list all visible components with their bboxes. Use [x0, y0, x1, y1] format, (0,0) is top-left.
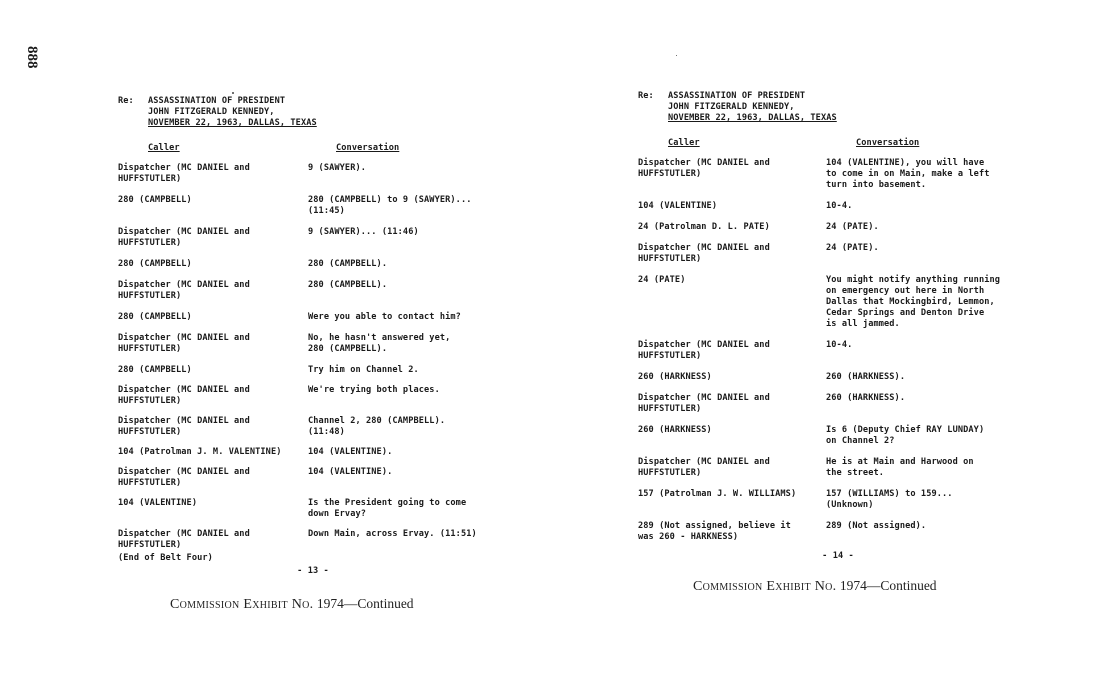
table-row	[638, 393, 1038, 415]
re-block	[638, 91, 1038, 124]
column-headers	[118, 143, 508, 154]
transcript-rows	[118, 163, 508, 551]
caller-cell: 24 (Patrolman D. L. PATE)	[638, 222, 770, 232]
conversation-cell: He is at Main and Harwood on the street.	[826, 457, 974, 478]
conversation-cell: 104 (VALENTINE).	[308, 467, 393, 477]
conversation-cell: 24 (PATE).	[826, 222, 879, 232]
table-row	[638, 222, 1038, 233]
caller-cell: Dispatcher (MC DANIEL and HUFFSTUTLER)	[638, 457, 770, 478]
table-row	[118, 163, 508, 185]
caller-cell: 104 (Patrolman J. M. VALENTINE)	[118, 447, 282, 457]
conversation-cell: 280 (CAMPBELL).	[308, 280, 388, 290]
table-row	[638, 457, 1038, 479]
caller-cell: Dispatcher (MC DANIEL and HUFFSTUTLER)	[118, 467, 250, 488]
table-row	[638, 521, 1038, 543]
caption-title: Commission Exhibit No.	[170, 597, 314, 612]
caller-cell: 157 (Patrolman J. W. WILLIAMS)	[638, 489, 797, 499]
caller-cell: 280 (CAMPBELL)	[118, 259, 192, 269]
re-label: Re:	[118, 96, 134, 106]
conversation-cell: 9 (SAWYER)... (11:46)	[308, 227, 419, 237]
caller-cell: Dispatcher (MC DANIEL and HUFFSTUTLER)	[638, 158, 770, 179]
side-page-number: 888	[24, 46, 40, 69]
conversation-cell: Channel 2, 280 (CAMPBELL). (11:48)	[308, 416, 446, 437]
conversation-cell: No, he hasn't answered yet, 280 (CAMPBELL).	[308, 333, 451, 354]
table-row	[638, 158, 1038, 191]
re-line-2: JOHN FITZGERALD KENNEDY,	[668, 102, 795, 112]
conversation-header: Conversation	[336, 143, 400, 153]
column-headers	[638, 138, 1038, 149]
conversation-header: Conversation	[856, 138, 920, 148]
caller-cell: Dispatcher (MC DANIEL and HUFFSTUTLER)	[118, 163, 250, 184]
re-line-2: JOHN FITZGERALD KENNEDY,	[148, 107, 275, 117]
page-footer: - 13 -	[297, 566, 329, 576]
caption-title: Commission Exhibit No.	[693, 579, 837, 594]
caller-cell: 104 (VALENTINE)	[638, 201, 718, 211]
conversation-cell: 260 (HARKNESS).	[826, 372, 906, 382]
end-note: (End of Belt Four)	[118, 553, 213, 563]
conversation-cell: 24 (PATE).	[826, 243, 879, 253]
re-block	[118, 96, 508, 129]
caller-cell: 104 (VALENTINE)	[118, 498, 198, 508]
caller-header: Caller	[668, 138, 700, 148]
re-line-1: ASSASSINATION OF PRESIDENT	[668, 91, 806, 101]
table-row	[638, 425, 1038, 447]
table-row	[118, 333, 508, 355]
table-row	[118, 416, 508, 438]
table-row	[118, 365, 508, 376]
caller-cell: Dispatcher (MC DANIEL and HUFFSTUTLER)	[638, 243, 770, 264]
conversation-cell: 289 (Not assigned).	[826, 521, 927, 531]
conversation-cell: 280 (CAMPBELL).	[308, 259, 388, 269]
caller-cell: 260 (HARKNESS)	[638, 372, 712, 382]
caption-rest: 1974—Continued	[316, 596, 414, 611]
right-page	[638, 91, 1038, 562]
table-row	[118, 529, 508, 551]
conversation-cell: 104 (VALENTINE), you will have to come in on Main, make a left turn into basement.	[826, 158, 990, 190]
caller-cell: Dispatcher (MC DANIEL and HUFFSTUTLER)	[118, 529, 250, 550]
caller-cell: 24 (PATE)	[638, 275, 686, 285]
caller-cell: 280 (CAMPBELL)	[118, 195, 192, 205]
transcript-rows	[638, 158, 1038, 543]
table-row	[638, 201, 1038, 212]
caller-cell: Dispatcher (MC DANIEL and HUFFSTUTLER)	[118, 227, 250, 248]
caller-cell: Dispatcher (MC DANIEL and HUFFSTUTLER)	[638, 340, 770, 361]
table-row	[118, 195, 508, 217]
caller-header: Caller	[148, 143, 180, 153]
page-footer: - 14 -	[822, 551, 854, 561]
exhibit-caption	[693, 578, 937, 595]
re-line-3: NOVEMBER 22, 1963, DALLAS, TEXAS	[668, 113, 837, 123]
conversation-cell: Is the President going to come down Ervay?	[308, 498, 467, 519]
caller-cell: Dispatcher (MC DANIEL and HUFFSTUTLER)	[118, 280, 250, 301]
conversation-cell: 10-4.	[826, 340, 853, 350]
caller-cell: Dispatcher (MC DANIEL and HUFFSTUTLER)	[118, 416, 250, 437]
conversation-cell: 9 (SAWYER).	[308, 163, 367, 173]
conversation-cell: 157 (WILLIAMS) to 159... (Unknown)	[826, 489, 953, 510]
caller-cell: 280 (CAMPBELL)	[118, 365, 192, 375]
table-row	[638, 275, 1038, 330]
table-row	[118, 447, 508, 458]
re-line-3: NOVEMBER 22, 1963, DALLAS, TEXAS	[148, 118, 317, 128]
exhibit-caption	[170, 596, 414, 613]
conversation-cell: 10-4.	[826, 201, 853, 211]
table-row	[118, 467, 508, 489]
table-row	[118, 498, 508, 520]
table-row	[118, 227, 508, 249]
scan-speck	[676, 55, 677, 56]
caller-cell: Dispatcher (MC DANIEL and HUFFSTUTLER)	[118, 385, 250, 406]
caller-cell: 280 (CAMPBELL)	[118, 312, 192, 322]
conversation-cell: Were you able to contact him?	[308, 312, 461, 322]
table-row	[118, 312, 508, 323]
re-label: Re:	[638, 91, 654, 101]
caller-cell: 260 (HARKNESS)	[638, 425, 712, 435]
table-row	[638, 372, 1038, 383]
table-row	[118, 259, 508, 270]
conversation-cell: Is 6 (Deputy Chief RAY LUNDAY) on Channel 2?	[826, 425, 985, 446]
conversation-cell: Down Main, across Ervay. (11:51)	[308, 529, 477, 539]
table-row	[118, 385, 508, 407]
table-row	[118, 280, 508, 302]
conversation-cell: We're trying both places.	[308, 385, 440, 395]
conversation-cell: 280 (CAMPBELL) to 9 (SAWYER)... (11:45)	[308, 195, 472, 216]
caller-cell: Dispatcher (MC DANIEL and HUFFSTUTLER)	[638, 393, 770, 414]
table-row	[638, 340, 1038, 362]
left-page	[118, 96, 508, 577]
caption-rest: 1974—Continued	[839, 578, 937, 593]
caller-cell: Dispatcher (MC DANIEL and HUFFSTUTLER)	[118, 333, 250, 354]
conversation-cell: Try him on Channel 2.	[308, 365, 419, 375]
table-row	[638, 243, 1038, 265]
caller-cell: 289 (Not assigned, believe it was 260 - HARKNESS)	[638, 521, 791, 542]
conversation-cell: 260 (HARKNESS).	[826, 393, 906, 403]
re-line-1: ASSASSINATION OF PRESIDENT	[148, 96, 286, 106]
conversation-cell: You might notify anything running on emergency out here in North Dallas that Mockingbird, Lemmon, Cedar Springs and Denton Drive is all jammed.	[826, 275, 1001, 329]
scan-speck	[232, 92, 234, 94]
table-row	[638, 489, 1038, 511]
conversation-cell: 104 (VALENTINE).	[308, 447, 393, 457]
